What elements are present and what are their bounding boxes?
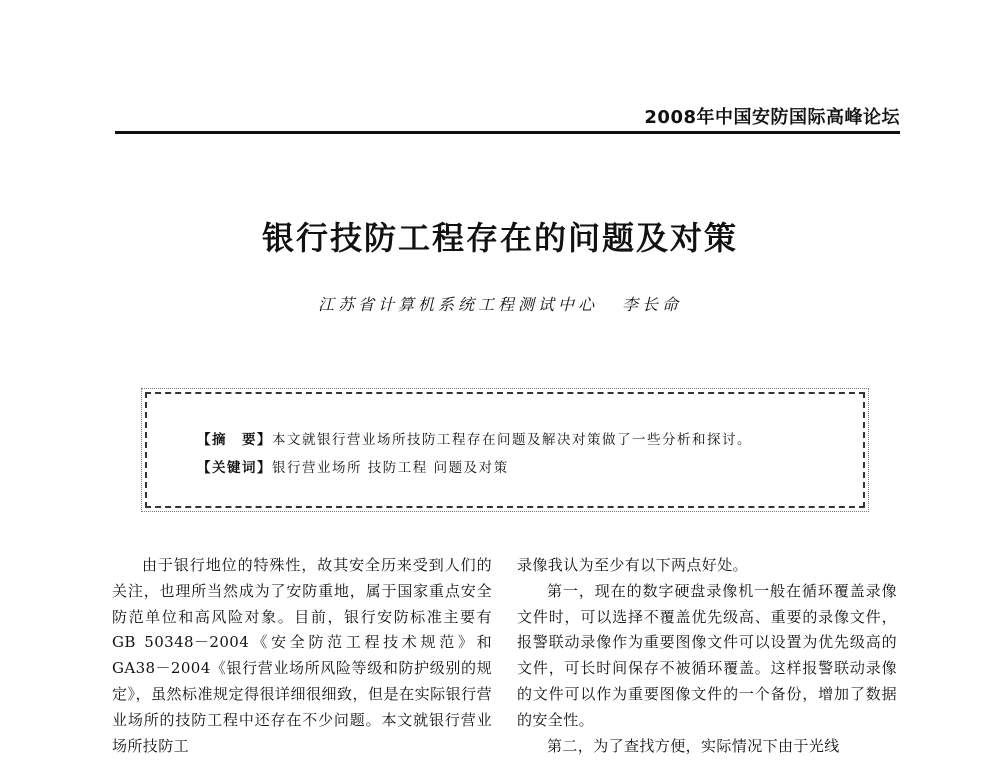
abstract-box [145,392,865,508]
keywords-line [197,456,509,476]
author-affiliation: 江苏省计算机系统工程测试中心 [317,295,598,314]
body-paragraph: 录像我认为至少有以下两点好处。 [517,556,749,574]
body-paragraph: 第二，为了查找方便，实际情况下由于光线 [547,736,840,755]
keywords-label: 【关键词】 [197,460,272,476]
body-paragraph: 由于银行地位的特殊性，故其安全历来受到人们的关注，也理所当然成为了安防重地，属于国家重点安全防范单位和高风险对象。目前，银行安防标准主要有 GB 50348－2004《安全防范工程技术规范》和 GA38－2004《银行营业场所风险等级和防护级别的规定》，虽然标准规定得很详细很细致，但是在实际银行营业场所的技防工程中还存在不少问题。本文就银行营业场所技防工 [112,556,492,755]
byline [0,292,1000,315]
running-header: 2008年中国安防国际高峰论坛 [644,107,900,128]
header-rule [115,131,900,134]
author-name: 李长命 [622,295,683,314]
abstract-label: 【摘 要】 [197,432,272,448]
abstract-text: 本文就银行营业场所技防工程存在问题及解决对策做了一些分析和探讨。 [272,432,752,448]
keywords-text: 银行营业场所 技防工程 问题及对策 [272,460,509,476]
body-paragraph: 第一，现在的数字硬盘录像机一般在循环覆盖录像文件时，可以选择不覆盖优先级高、重要的录像文件，报警联动录像作为重要图像文件可以设置为优先级高的文件，可长时间保存不被循环覆盖。这样报警联动录像的文件可以作为重要图像文件的一个备份，增加了数据的安全性。 [517,581,897,729]
body-column-left [112,553,492,759]
abstract-line [197,428,752,448]
body-column-right [517,553,897,759]
article-title: 银行技防工程存在的问题及对策 [261,219,738,257]
